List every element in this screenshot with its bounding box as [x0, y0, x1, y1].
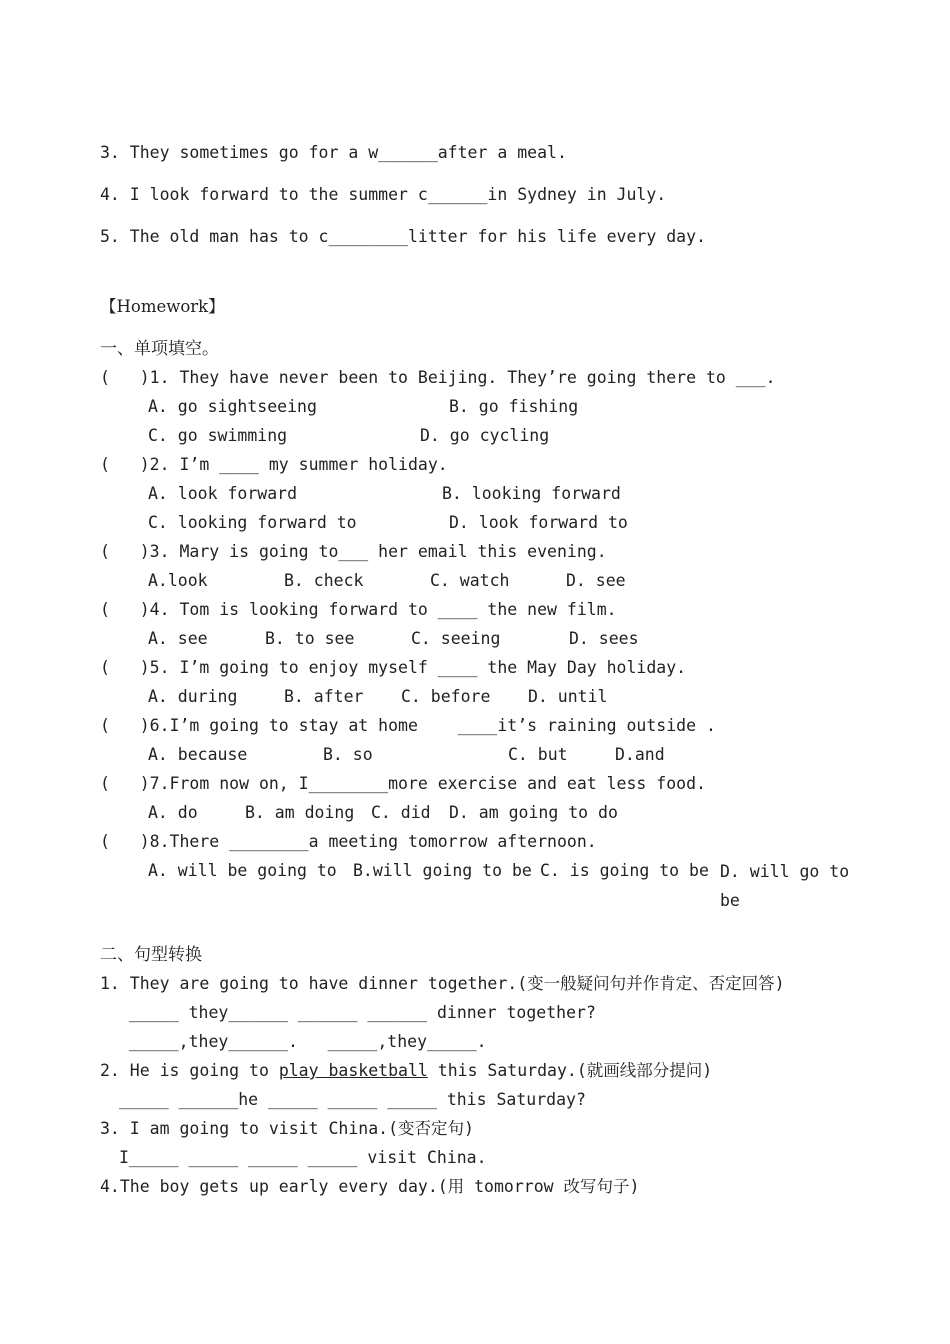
- transform-q4: 4.The boy gets up early every day.(用 tomorrow 改写句子): [100, 1177, 640, 1196]
- mcq-6-option-b: B. so: [323, 745, 373, 764]
- transform-q2: [100, 1061, 712, 1081]
- transform-q2-underlined: play basketball: [278, 1061, 428, 1080]
- mcq-5-question: ( )5. I’m going to enjoy myself ____ the May Day holiday.: [100, 658, 687, 677]
- mcq-3-option-d: D. see: [566, 571, 626, 590]
- mcq-3-option-c: C. watch: [430, 571, 510, 590]
- mcq-3-option-a: A.look: [148, 571, 208, 590]
- mcq-3-option-b: B. check: [284, 571, 364, 590]
- mcq-6-option-a: A. because: [148, 745, 248, 764]
- transform-q2-prefix: 2. He is going to: [100, 1061, 279, 1080]
- mcq-8-option-b: B.will going to be: [353, 861, 532, 880]
- transform-q2-answer: _____ ______he _____ _____ _____ this Saturday?: [119, 1090, 586, 1109]
- section1-title: 一、单项填空。: [100, 339, 219, 359]
- mcq-3-question: ( )3. Mary is going to___ her email this evening.: [100, 542, 607, 561]
- mcq-8-option-c: C. is going to be: [540, 861, 709, 880]
- mcq-4-option-d: D. sees: [569, 629, 639, 648]
- mcq-4-question: ( )4. Tom is looking forward to ____ the new film.: [100, 600, 617, 619]
- mcq-6-question: ( )6.I’m going to stay at home ____it’s raining outside .: [100, 716, 716, 735]
- mcq-1-option-c: C. go swimming: [148, 426, 288, 445]
- mcq-2-option-d: D. look forward to: [449, 513, 628, 532]
- mcq-8-option-a: A. will be going to: [148, 861, 337, 880]
- mcq-4-option-a: A. see: [148, 629, 208, 648]
- transform-q1-answer-1: _____ they______ ______ ______ dinner together?: [129, 1003, 596, 1022]
- transform-q2-suffix: this Saturday.(就画线部分提问): [427, 1061, 713, 1080]
- mcq-5-option-c: C. before: [401, 687, 491, 706]
- mcq-8-option-d: D. will go to be: [720, 862, 850, 910]
- mcq-1-option-a: A. go sightseeing: [148, 397, 317, 416]
- mcq-6-option-d: D.and: [615, 745, 665, 764]
- fill-in-line-3: 3. They sometimes go for a w______after a meal.: [100, 143, 567, 162]
- mcq-8-question: ( )8.There ________a meeting tomorrow afternoon.: [100, 832, 597, 851]
- mcq-2-question: ( )2. I’m ____ my summer holiday.: [100, 455, 448, 474]
- transform-q1-answer-2: _____,they______. _____,they_____.: [129, 1032, 487, 1051]
- fill-in-line-4: 4. I look forward to the summer c______in Sydney in July.: [100, 185, 667, 204]
- mcq-1-question: ( )1. They have never been to Beijing. They’re going there to ___.: [100, 368, 776, 387]
- mcq-7-question: ( )7.From now on, I________more exercise and eat less food.: [100, 774, 706, 793]
- mcq-2-option-a: A. look forward: [148, 484, 298, 503]
- mcq-7-option-a: A. do: [148, 803, 198, 822]
- mcq-1-option-b: B. go fishing: [449, 397, 579, 416]
- mcq-4-option-b: B. to see: [265, 629, 355, 648]
- mcq-6-option-c: C. but: [508, 745, 568, 764]
- transform-q1: 1. They are going to have dinner together.(变一般疑问句并作肯定、否定回答): [100, 974, 785, 993]
- transform-q3-answer: I_____ _____ _____ _____ visit China.: [119, 1148, 487, 1167]
- section2-title: 二、句型转换: [100, 945, 202, 965]
- mcq-1-option-d: D. go cycling: [420, 426, 550, 445]
- mcq-5-option-a: A. during: [148, 687, 238, 706]
- mcq-2-option-c: C. looking forward to: [148, 513, 357, 532]
- mcq-7-option-b: B. am doing: [245, 803, 355, 822]
- mcq-5-option-d: D. until: [528, 687, 608, 706]
- mcq-7-option-c: C. did: [371, 803, 431, 822]
- mcq-4-option-c: C. seeing: [411, 629, 501, 648]
- mcq-5-option-b: B. after: [284, 687, 364, 706]
- mcq-2-option-b: B. looking forward: [442, 484, 621, 503]
- transform-q3: 3. I am going to visit China.(变否定句): [100, 1119, 474, 1138]
- homework-heading: 【Homework】: [100, 297, 225, 316]
- mcq-7-option-d: D. am going to do: [449, 803, 618, 822]
- fill-in-line-5: 5. The old man has to c________litter for his life every day.: [100, 227, 706, 246]
